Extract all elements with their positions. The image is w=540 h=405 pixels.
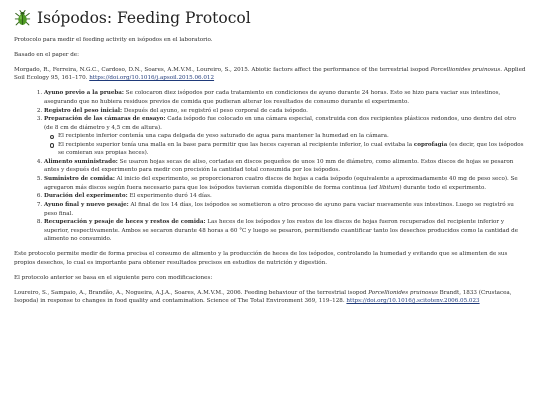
- reference-1: [14, 66, 526, 83]
- based-on-paragraph: Basado en el paper de:: [14, 51, 79, 58]
- chamber-sub-list: [44, 132, 526, 158]
- reference-1-authors: Morgado, R., Ferreira, N.G.C., Cardoso, D.N., Soares, A.M.V.M., Loureiro, S., 2015. Abiotic factors affect the performance of the terrestrial isopod: [14, 66, 431, 73]
- sub-bullet-upper-container: [58, 141, 526, 158]
- reference-2-authors: Loureiro, S., Sampaio, A., Brandão, A., Nogueira, A.J.A., Soares, A.M.V.M., 2006. Feeding behaviour of the terrestrial isopod: [14, 289, 369, 296]
- reference-1-doi-link[interactable]: https://doi.org/10.1016/j.apsoil.2015.06.012: [89, 75, 215, 82]
- step-label: Alimento suministrado:: [44, 158, 118, 165]
- sub-bullet-text: El recipiente superior tenía una malla en la base para permitir que las heces cayeran al recipiente inferior, lo cual evitaba la: [58, 141, 414, 148]
- step-text-end: ) durante todo el experimento.: [399, 184, 487, 191]
- modification-note: El protocolo anterior se basa en el siguiente pero con modificaciones:: [14, 274, 213, 281]
- reference-2-doi-link[interactable]: https://doi.org/10.1016/j.scitotenv.2006.05.023: [346, 298, 480, 305]
- reference-2-species: Porcellionides pruinosus: [368, 289, 438, 296]
- intro-paragraph: Protocolo para medir el feeding activity en isópodos en el laboratorio.: [14, 36, 213, 43]
- step-item: [44, 89, 526, 106]
- step-item: [44, 115, 526, 158]
- step-text: Al inicio del experimento, se proporcionaron cuatro discos de hojas a cada isópodo (equivalente a aproximadamente 40 mg de peso seco). Se agregaron más discos según fuera necesario para que los isópodos tuvieran comida disponible de forma continua (: [44, 176, 518, 191]
- step-item: [44, 175, 526, 192]
- step-label: Preparación de las cámaras de ensayo:: [44, 116, 166, 123]
- step-item: [44, 218, 526, 244]
- reference-2-journal: Brandt, 1833 (Crustacea, Isopoda) in response to changes in food quality and contamination. Science of The Total Environment 369, 119–128.: [14, 289, 512, 305]
- step-item: [44, 158, 526, 175]
- summary-paragraph: Este protocolo permite medir de forma precisa el consumo de alimento y la producción de heces de los isópodos, controlando la humedad y evitando que se alimenten de sus propios desechos, lo cual es importante para obtener resultados precisos en estudios de nutrición y digestión.: [14, 251, 508, 266]
- coprofagia-term: coprofagia: [413, 141, 448, 148]
- sub-bullet-lower-container: El recipiente inferior contenía una capa delgada de yeso saturado de agua para mantener la humedad en la cámara.: [58, 132, 526, 141]
- step-label: Suministro de comida:: [44, 176, 115, 183]
- ad-libitum-term: ad libitum: [370, 184, 400, 191]
- step-text: Se usaron hojas secas de aliso, cortadas en discos pequeños de unos 10 mm de diámetro, como alimento. Estos discos de hojas se pesaron antes y después del experimento para medir con precisión la cantidad total consumida por los isópodos.: [44, 158, 514, 174]
- step-label: Recuperación y pesaje de heces y restos de comida:: [44, 219, 206, 226]
- reference-1-species: Porcellionides pruinosus: [430, 66, 501, 73]
- step-item: [44, 201, 526, 218]
- reference-1-journal: . Applied Soil Ecology 95, 161–170.: [14, 66, 526, 82]
- beetle-icon: [14, 10, 31, 27]
- step-label: Registro del peso inicial:: [44, 107, 123, 114]
- step-label: Duración del experimento:: [44, 193, 128, 200]
- sub-bullet-text-end: (es decir, que los isópodos se comieran sus propias heces).: [58, 141, 524, 157]
- step-text: Después del ayuno, se registró el peso corporal de cada isópodo.: [122, 107, 308, 114]
- step-text: Las heces de los isópodos y los restos de los discos de hojas fueron recuperados del recipiente inferior y superior, respectivamente. Ambos se secaron durante 48 horas a 60 °C y luego se pesaron, permitiendo cuantificar tanto los desechos producidos como la cantidad de alimento no consumido.: [44, 219, 519, 243]
- step-text: Al final de los 14 días, los isópodos se sometieron a otro proceso de ayuno para vaciar nuevamente sus intestinos. Luego se registró su peso final.: [44, 202, 514, 217]
- step-text: Cada isópodo fue colocado en una cámara especial, construida con dos recipientes plásticos redondos, uno dentro del otro (de 8 cm de diámetro y 4,5 cm de altura).: [44, 116, 517, 131]
- step-text: Se colocaron diez isópodos por cada tratamiento en condiciones de ayuno durante 24 horas. Esto se hizo para vaciar sus intestinos, asegurando que no hubiera residuos previos de comida que pudieran alterar los resultados de consumo durante el experimento.: [44, 90, 501, 105]
- step-item: [44, 192, 526, 201]
- step-text: El experimento duró 14 días.: [127, 193, 212, 200]
- protocol-steps: [14, 89, 526, 243]
- title-row: [14, 9, 526, 28]
- step-label: Ayuno final y nuevo pesaje:: [44, 202, 129, 208]
- step-item: [44, 107, 526, 116]
- page-title: Isópodos: Feeding Protocol: [37, 9, 251, 27]
- step-label: Ayuno previo a la prueba:: [44, 90, 125, 97]
- reference-2: [14, 289, 526, 306]
